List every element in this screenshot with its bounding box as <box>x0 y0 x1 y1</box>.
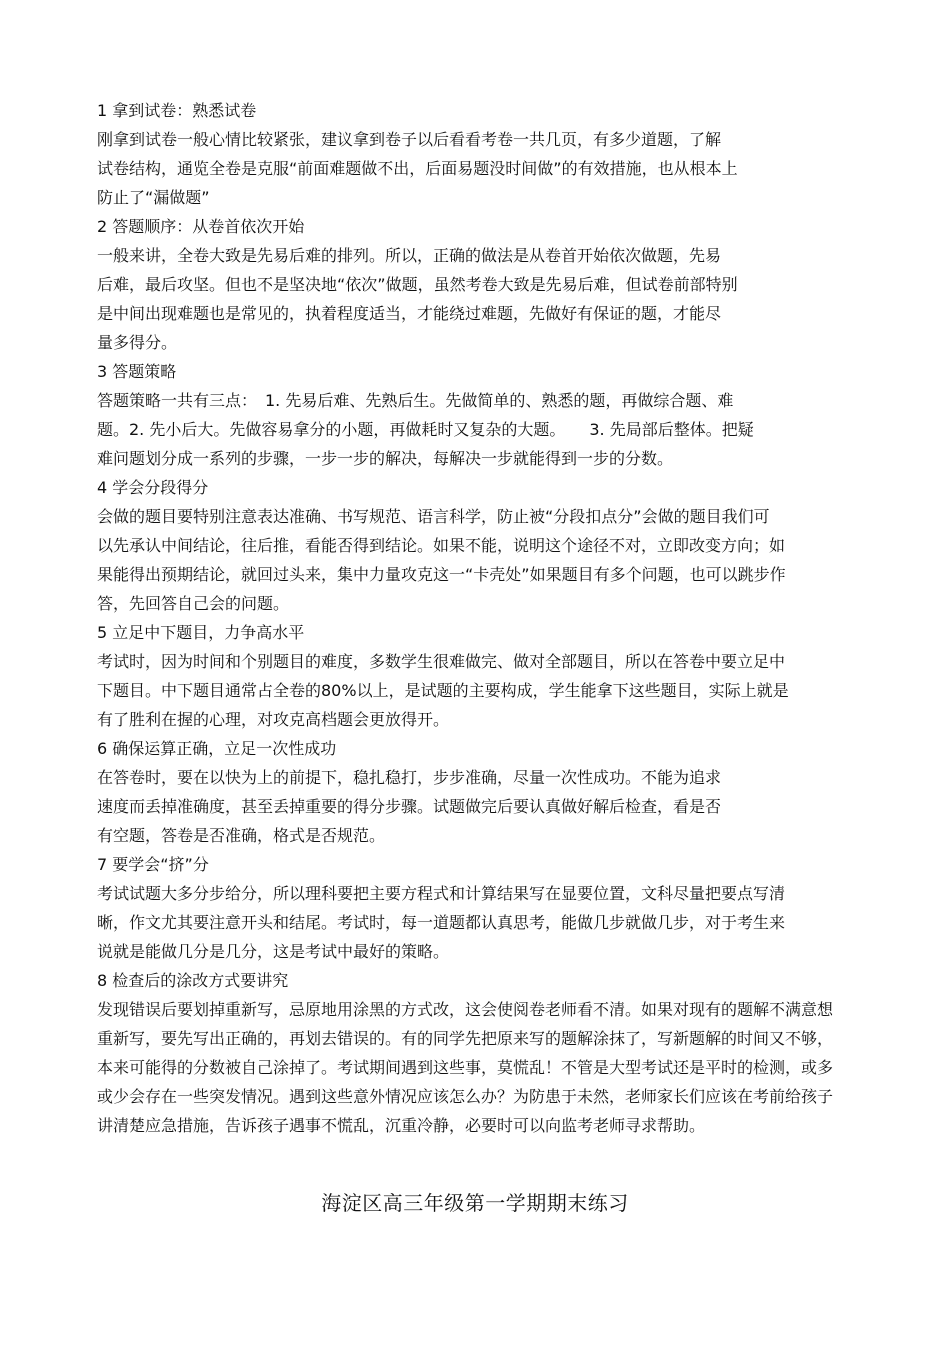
paragraph-line: 会做的题目要特别注意表达准确、书写规范、语言科学，防止被“分段扣点分”会做的题目我们可 <box>97 507 770 526</box>
paragraph-line: 说就是能做几分是几分，这是考试中最好的策略。 <box>97 942 450 961</box>
paragraph-line: 考试时，因为时间和个别题目的难度，多数学生很难做完、做对全部题目，所以在答卷中要立足中 <box>97 652 786 671</box>
paragraph-line: 题。2. 先小后大。先做容易拿分的小题，再做耗时又复杂的大题。 3. 先局部后整体。把疑 <box>97 420 754 439</box>
paragraph-line: 本来可能得的分数被自己涂掉了。考试期间遇到这些事，莫慌乱！不管是大型考试还是平时的检测，或多 <box>97 1058 834 1077</box>
paragraph-line: 以先承认中间结论，往后推，看能否得到结论。如果不能，说明这个途径不对，立即改变方向；如 <box>97 536 786 555</box>
paragraph-line: 重新写，要先写出正确的，再划去错误的。有的同学先把原来写的题解涂抹了，写新题解的时间又不够， <box>97 1029 834 1048</box>
paragraph-line: 有了胜利在握的心理，对攻克高档题会更放得开。 <box>97 710 450 729</box>
section-heading-7: 7 要学会“挤”分 <box>97 855 209 874</box>
section-heading-1: 1 拿到试卷：熟悉试卷 <box>97 101 257 120</box>
paragraph-line: 试卷结构，通览全卷是克服“前面难题做不出，后面易题没时间做”的有效措施，也从根本上 <box>97 159 738 178</box>
paragraph-line: 速度而丢掉准确度，甚至丢掉重要的得分步骤。试题做完后要认真做好解后检查，看是否 <box>97 797 722 816</box>
paragraph-line: 果能得出预期结论，就回过头来，集中力量攻克这一“卡壳处”如果题目有多个问题，也可以跳步作 <box>97 565 786 584</box>
section-heading-3: 3 答题策略 <box>97 362 177 381</box>
paragraph-line: 是中间出现难题也是常见的，执着程度适当，才能绕过难题，先做好有保证的题，才能尽 <box>97 304 722 323</box>
section-heading-8: 8 检查后的涂改方式要讲究 <box>97 971 289 990</box>
paragraph-line: 或少会存在一些突发情况。遇到这些意外情况应该怎么办？为防患于未然，老师家长们应该在考前给孩子 <box>97 1087 834 1106</box>
paragraph-line: 晰，作文尤其要注意开头和结尾。考试时，每一道题都认真思考，能做几步就做几步，对于考生来 <box>97 913 786 932</box>
exam-title: 海淀区高三年级第一学期期末练习 <box>321 1191 629 1215</box>
paragraph-line: 一般来讲，全卷大致是先易后难的排列。所以，正确的做法是从卷首开始依次做题，先易 <box>97 246 722 265</box>
paragraph-line: 答，先回答自己会的问题。 <box>97 594 290 613</box>
section-heading-6: 6 确保运算正确，立足一次性成功 <box>97 739 337 758</box>
paragraph-line: 难问题划分成一系列的步骤，一步一步的解决，每解决一步就能得到一步的分数。 <box>97 449 674 468</box>
paragraph-line: 后难，最后攻坚。但也不是坚决地“依次”做题，虽然考卷大致是先易后难，但试卷前部特别 <box>97 275 738 294</box>
section-heading-2: 2 答题顺序：从卷首依次开始 <box>97 217 305 236</box>
paragraph-line: 讲清楚应急措施，告诉孩子遇事不慌乱，沉重冷静，必要时可以向监考老师寻求帮助。 <box>97 1116 706 1135</box>
paragraph-line: 有空题，答卷是否准确，格式是否规范。 <box>97 826 386 845</box>
paragraph-line: 量多得分。 <box>97 333 178 352</box>
section-heading-4: 4 学会分段得分 <box>97 478 209 497</box>
paragraph-line: 在答卷时，要在以快为上的前提下，稳扎稳打，步步准确，尽量一次性成功。不能为追求 <box>97 768 722 787</box>
paragraph-line: 发现错误后要划掉重新写，忌原地用涂黑的方式改，这会使阅卷老师看不清。如果对现有的题解不满意想 <box>97 1000 834 1019</box>
paragraph-line: 刚拿到试卷一般心情比较紧张，建议拿到卷子以后看看考卷一共几页，有多少道题，了解 <box>97 130 722 149</box>
paragraph-line: 答题策略一共有三点： 1. 先易后难、先熟后生。先做简单的、熟悉的题，再做综合题、难 <box>97 391 734 410</box>
paragraph-line: 防止了“漏做题” <box>97 188 210 207</box>
paragraph-line: 考试试题大多分步给分，所以理科要把主要方程式和计算结果写在显要位置，文科尽量把要点写清 <box>97 884 786 903</box>
document-body <box>97 96 872 1140</box>
paragraph-line: 下题目。中下题目通常占全卷的80%以上，是试题的主要构成，学生能拿下这些题目，实际上就是 <box>97 681 789 700</box>
section-heading-5: 5 立足中下题目，力争高水平 <box>97 623 305 642</box>
